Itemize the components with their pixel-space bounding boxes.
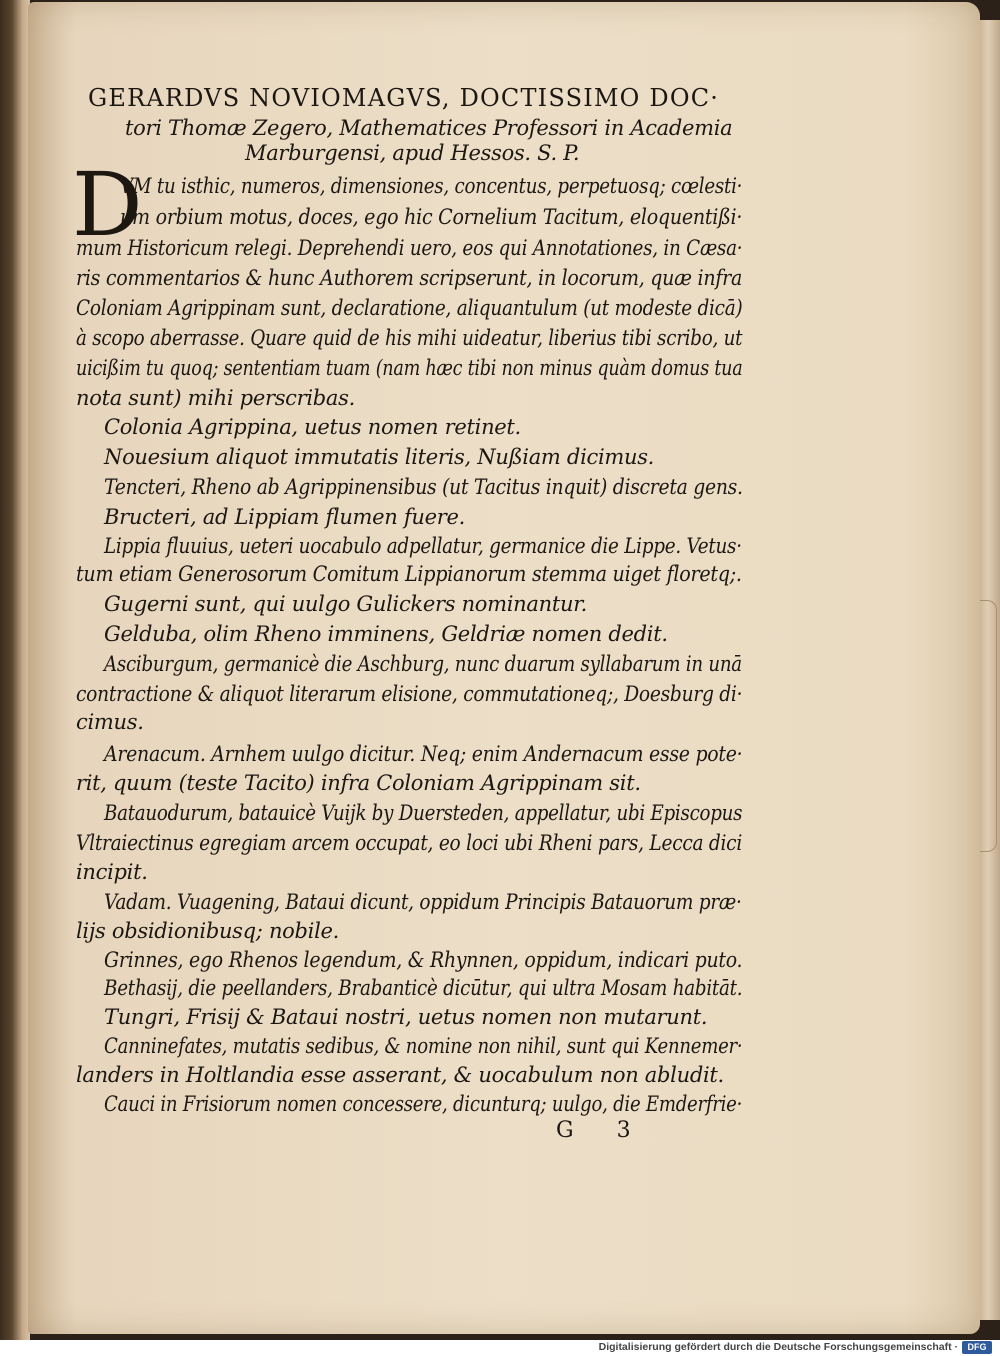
- text-line: Tungri, Frisij & Bataui nostri, uetus nomen non mutarunt.: [104, 1005, 708, 1029]
- text-line: contractione & aliquot literarum elisione, commutationeq;, Doesburg di·: [76, 682, 743, 706]
- text-line: rit, quum (teste Tacito) infra Coloniam Agrippinam sit.: [76, 771, 641, 795]
- signature-mark: G 3: [556, 1118, 649, 1143]
- text-line: mum Historicum relegi. Deprehendi uero, eos qui Annotationes, in Cæsa·: [76, 236, 743, 260]
- text-line: Coloniam Agrippinam sunt, declaratione, aliquantulum (ut modeste dicā): [76, 296, 743, 320]
- text-line: incipit.: [76, 860, 148, 884]
- text-line: Arenacum. Arnhem uulgo dicitur. Neq; enim Andernacum esse pote·: [104, 742, 743, 766]
- text-line: Asciburgum, germanicè die Aschburg, nunc duarum syllabarum in unā: [104, 652, 742, 676]
- text-line: um orbium motus, doces, ego hic Cornelium Tacitum, eloquentißi·: [120, 205, 743, 229]
- text-line: VM tu isthic, numeros, dimensiones, concentus, perpetuosq; cœlesti·: [120, 174, 743, 198]
- text-line: Nouesium aliquot immutatis literis, Nußiam dicimus.: [104, 445, 655, 469]
- text-line: Bructeri, ad Lippiam flumen fuere.: [104, 505, 465, 529]
- page-fore-edge: [978, 20, 1000, 1320]
- text-line: Colonia Agrippina, uetus nomen retinet.: [104, 415, 521, 439]
- heading-line-2: tori Thomæ Zegero, Mathematices Professori in Academia: [125, 116, 733, 140]
- text-line: Bethasij, die peellanders, Brabanticè dicūtur, qui ultra Mosam habitāt.: [104, 976, 743, 1000]
- text-line: à scopo aberrasse. Quare quid de his mihi uideatur, liberius tibi scribo, ut: [76, 326, 743, 350]
- text-line: uicißim tu quoq; sententiam tuam (nam hæc tibi non minus quàm domus tua: [76, 356, 743, 380]
- text-line: Canninefates, mutatis sedibus, & nomine non nihil, sunt qui Kennemer·: [104, 1034, 743, 1058]
- text-line: landers in Holtlandia esse asserant, & uocabulum non abludit.: [76, 1063, 724, 1087]
- heading-line-1: GERARDVS NOVIOMAGVS, DOCTISSIMO DOC·: [88, 84, 720, 112]
- previous-page-edge: [0, 0, 30, 1340]
- text-line: tum etiam Generosorum Comitum Lippianorum stemma uiget floretq;.: [76, 562, 742, 586]
- dfg-logo: DFG: [962, 1341, 992, 1354]
- text-line: Cauci in Frisiorum nomen concessere, dicunturq; uulgo, die Emderfrie·: [104, 1092, 743, 1116]
- text-line: Grinnes, ego Rhenos legendum, & Rhynnen, oppidum, indicari puto.: [104, 948, 743, 972]
- heading-line-3: Marburgensi, apud Hessos. S. P.: [245, 141, 580, 165]
- text-line: Vadam. Vuagening, Bataui dicunt, oppidum Principis Batauorum præ·: [104, 890, 742, 914]
- drop-capital: D: [72, 153, 143, 256]
- text-line: cimus.: [76, 710, 144, 734]
- page-tab-notch: [978, 600, 997, 852]
- text-line: Gugerni sunt, qui uulgo Gulickers nominantur.: [104, 592, 588, 616]
- text-line: Gelduba, olim Rheno imminens, Geldriæ nomen dedit.: [104, 622, 668, 646]
- funding-credit: Digitalisierung gefördert durch die Deutsche Forschungsgemeinschaft ·: [598, 1341, 958, 1353]
- text-line: Lippia fluuius, ueteri uocabulo adpellatur, germanice die Lippe. Vetus·: [104, 534, 742, 558]
- text-line: lijs obsidionibusq; nobile.: [76, 919, 340, 943]
- text-line: Vltraiectinus egregiam arcem occupat, eo loci ubi Rheni pars, Lecca dici: [76, 831, 742, 855]
- text-line: Batauodurum, batauicè Vuijk by Duersteden, appellatur, ubi Episcopus: [104, 801, 743, 825]
- text-line: Tencteri, Rheno ab Agrippinensibus (ut Tacitus inquit) discreta gens.: [104, 475, 743, 499]
- text-line: ris commentarios & hunc Authorem scripserunt, in locorum, quæ infra: [76, 266, 743, 290]
- text-line: nota sunt) mihi perscribas.: [76, 386, 355, 410]
